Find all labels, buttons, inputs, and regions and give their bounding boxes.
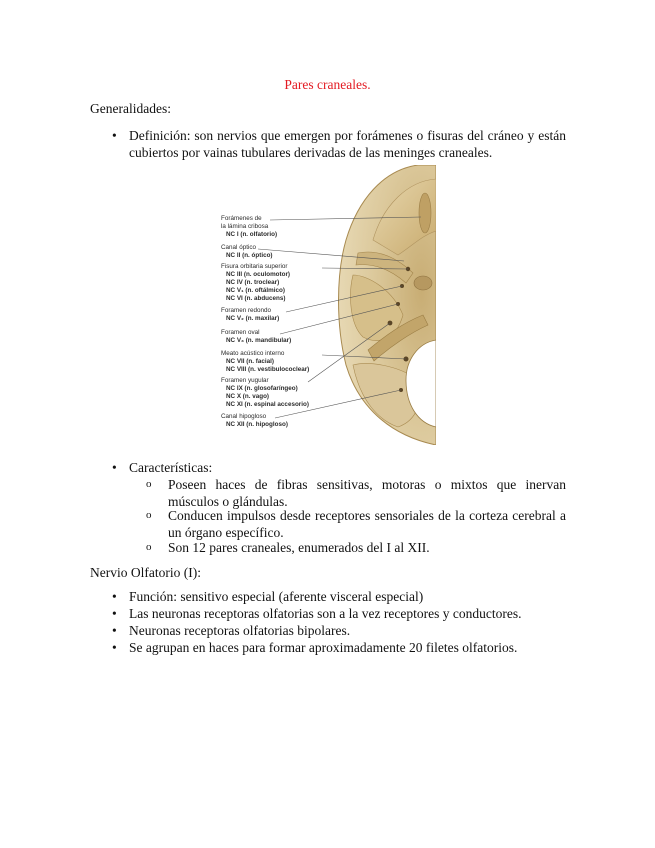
sub-list-item [146,539,566,556]
list-item-text: Características: [129,460,213,475]
list-item [112,639,566,656]
list-item-caracteristicas [112,459,566,476]
label-nc-i: NC I (n. olfatorio) [226,231,278,238]
page-title: Pares craneales. [284,77,371,92]
list-item-text: Definición: son nervios que emergen por forámenes o fisuras del cráneo y están cubiertos por vainas tubulares derivadas de las meninges craneales. [129,128,566,160]
label-nc-v3: NC V₃ (n. mandibular) [226,337,292,344]
label-nc-v2: NC V₂ (n. maxilar) [226,315,280,322]
skull-base-illustration [218,165,436,445]
label-foramenes-lamina-cribosa-2: la lámina cribosa [221,223,269,230]
label-nc-xi: NC XI (n. espinal accesorio) [226,401,309,408]
list-item-definicion [112,127,566,161]
sub-list-item [146,476,566,510]
label-canal-hipogloso: Canal hipogloso [221,413,267,420]
label-nc-vi: NC VI (n. abducens) [226,295,286,302]
sub-bullet-icon: o [146,541,152,553]
label-foramen-oval: Foramen oval [221,329,260,336]
label-nc-v1: NC V₁ (n. oftálmico) [226,287,285,294]
sub-bullet-icon: o [146,478,152,490]
label-nc-viii: NC VIII (n. vestibulococlear) [226,366,310,373]
sub-list-item-text: Poseen haces de fibras sensitivas, motoras o mixtos que inervan músculos o glándulas. [168,477,566,509]
sub-list-item [146,507,566,541]
section-heading-generalidades: Generalidades: [90,101,171,116]
list-item-text: Se agrupan en haces para formar aproximadamente 20 filetes olfatorios. [129,640,518,655]
label-fisura-orbitaria: Fisura orbitaria superior [221,263,288,270]
label-meato-acustico: Meato acústico interno [221,350,285,357]
bullet-icon: • [112,640,117,655]
list-item [112,622,566,639]
label-foramenes-lamina-cribosa: Forámenes de [221,215,262,222]
label-foramen-redondo: Foramen redondo [221,307,272,314]
bullet-icon: • [112,589,117,604]
cranial-foramina-figure [218,165,436,445]
bullet-icon: • [112,460,117,475]
label-nc-x: NC X (n. vago) [226,393,270,400]
figure-labels [221,215,309,428]
list-item-text: Función: sensitivo especial (aferente visceral especial) [129,589,424,604]
list-item [112,605,566,622]
label-foramen-yugular: Foramen yugular [221,377,269,384]
list-item-text: Neuronas receptoras olfatorias bipolares. [129,623,351,638]
bullet-icon: • [112,128,117,143]
label-nc-ix: NC IX (n. glosofaríngeo) [226,385,298,392]
label-canal-optico: Canal óptico [221,244,257,251]
sub-list-item-text: Son 12 pares craneales, enumerados del I al XII. [168,540,430,555]
label-nc-xii: NC XII (n. hipogloso) [226,421,288,428]
label-nc-iv: NC IV (n. troclear) [226,279,280,286]
list-item-text: Las neuronas receptoras olfatorias son a la vez receptores y conductores. [129,606,522,621]
section-heading-nervio-olfatorio: Nervio Olfatorio (I): [90,565,201,580]
bullet-icon: • [112,623,117,638]
list-item [112,588,566,605]
label-nc-ii: NC II (n. óptico) [226,252,273,259]
label-nc-iii: NC III (n. oculomotor) [226,271,291,278]
sub-list-item-text: Conducen impulsos desde receptores sensoriales de la corteza cerebral a un órgano específico. [168,508,566,540]
label-nc-vii: NC VII (n. facial) [226,358,274,365]
sub-bullet-icon: o [146,509,152,521]
bullet-icon: • [112,606,117,621]
